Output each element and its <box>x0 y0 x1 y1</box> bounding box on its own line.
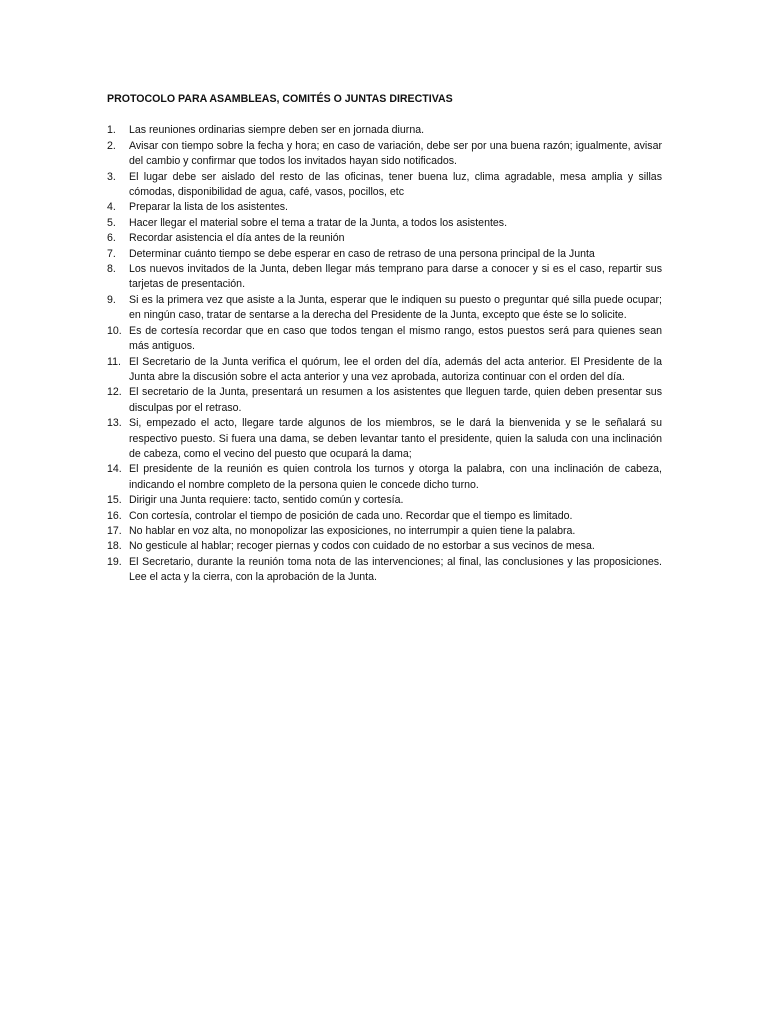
list-item <box>107 247 662 262</box>
list-item <box>107 539 662 554</box>
item-number: 3. <box>107 170 116 183</box>
protocol-list <box>107 123 662 585</box>
item-text: Hacer llegar el material sobre el tema a tratar de la Junta, a todos los asistentes. <box>129 216 508 229</box>
item-number: 7. <box>107 247 116 260</box>
item-number: 12. <box>107 386 122 399</box>
item-text: El presidente de la reunión es quien controla los turnos y otorga la palabra, con una inclinación de cabeza, indicando el nombre completo de la persona quien le concede dicho turno. <box>129 463 662 491</box>
item-text: Recordar asistencia el día antes de la reunión <box>129 232 345 245</box>
item-number: 19. <box>107 555 122 568</box>
list-item <box>107 555 662 586</box>
item-number: 2. <box>107 139 116 152</box>
item-number: 16. <box>107 509 122 522</box>
item-text: El lugar debe ser aislado del resto de las oficinas, tener buena luz, clima agradable, mesa amplia y sillas cómodas, disponibilidad de agua, café, vasos, pocillos, etc <box>129 170 662 199</box>
item-text: Las reuniones ordinarias siempre deben ser en jornada diurna. <box>129 124 425 137</box>
list-item <box>107 123 662 138</box>
list-item <box>107 324 662 355</box>
item-text: Es de cortesía recordar que en caso que todos tengan el mismo rango, estos puestos será para quienes sean más antiguos. <box>129 324 662 353</box>
list-item <box>107 416 662 462</box>
list-item <box>107 200 662 215</box>
list-item <box>107 170 662 201</box>
list-item <box>107 385 662 416</box>
list-item <box>107 355 662 386</box>
list-item <box>107 524 662 539</box>
item-number: 6. <box>107 232 116 245</box>
item-text: Avisar con tiempo sobre la fecha y hora; en caso de variación, debe ser por una buena razón; igualmente, avisar del cambio y confirmar que todos los invitados hayan sido notificados. <box>129 139 662 168</box>
item-text: Preparar la lista de los asistentes. <box>129 201 288 214</box>
list-item <box>107 293 662 324</box>
list-item <box>107 462 662 493</box>
item-number: 14. <box>107 463 122 476</box>
item-number: 15. <box>107 494 122 507</box>
item-text: Determinar cuánto tiempo se debe esperar en caso de retraso de una persona principal de la Junta <box>129 247 595 260</box>
item-text: El Secretario de la Junta verifica el quórum, lee el orden del día, además del acta anterior. El Presidente de la Junta abre la discusión sobre el acta anterior y una vez aprobada, autoriza continuar con el orden del día. <box>129 355 662 383</box>
item-text: El Secretario, durante la reunión toma nota de las intervenciones; al final, las conclusiones y las proposiciones. Lee el acta y la cierra, con la aprobación de la Junta. <box>129 555 662 584</box>
item-number: 11. <box>107 355 121 368</box>
item-text: Con cortesía, controlar el tiempo de posición de cada uno. Recordar que el tiempo es limitado. <box>129 509 573 522</box>
item-text: No gesticule al hablar; recoger piernas y codos con cuidado de no estorbar a sus vecinos de mesa. <box>129 540 595 553</box>
item-number: 5. <box>107 216 116 229</box>
item-number: 4. <box>107 201 116 214</box>
list-item <box>107 139 662 170</box>
list-item <box>107 262 662 293</box>
list-item <box>107 509 662 524</box>
item-number: 13. <box>107 417 122 430</box>
item-number: 17. <box>107 524 122 537</box>
item-text: Si es la primera vez que asiste a la Junta, esperar que le indiquen su puesto o preguntar qué silla puede ocupar; en ningún caso, tratar de sentarse a la derecha del Presidente de la Junta, excepto que éste se lo solicite. <box>129 293 662 322</box>
item-text: Dirigir una Junta requiere: tacto, sentido común y cortesía. <box>129 494 404 507</box>
item-number: 8. <box>107 263 116 276</box>
item-text: El secretario de la Junta, presentará un resumen a los asistentes que lleguen tarde, quien deben presentar sus disculpas por el retraso. <box>129 386 662 414</box>
item-text: No hablar en voz alta, no monopolizar las exposiciones, no interrumpir a quien tiene la palabra. <box>129 524 576 537</box>
list-item <box>107 216 662 231</box>
item-number: 9. <box>107 293 116 306</box>
list-item <box>107 231 662 246</box>
document-title: PROTOCOLO PARA ASAMBLEAS, COMITÉS O JUNTAS DIRECTIVAS <box>107 93 453 105</box>
item-text: Los nuevos invitados de la Junta, deben llegar más temprano para darse a conocer y si es el caso, repartir sus tarjetas de presentación. <box>129 263 662 291</box>
document-body <box>107 92 662 586</box>
list-item <box>107 493 662 508</box>
item-number: 1. <box>107 124 116 137</box>
item-number: 10. <box>107 324 122 337</box>
item-text: Si, empezado el acto, llegare tarde algunos de los miembros, se le dará la bienvenida y se le señalará su respectivo puesto. Si fuera una dama, se deben levantar tanto el presidente, quien la saluda con una inclinación de cabeza, como el vecino del puesto que ocupará la dama; <box>129 417 662 460</box>
item-number: 18. <box>107 540 122 553</box>
